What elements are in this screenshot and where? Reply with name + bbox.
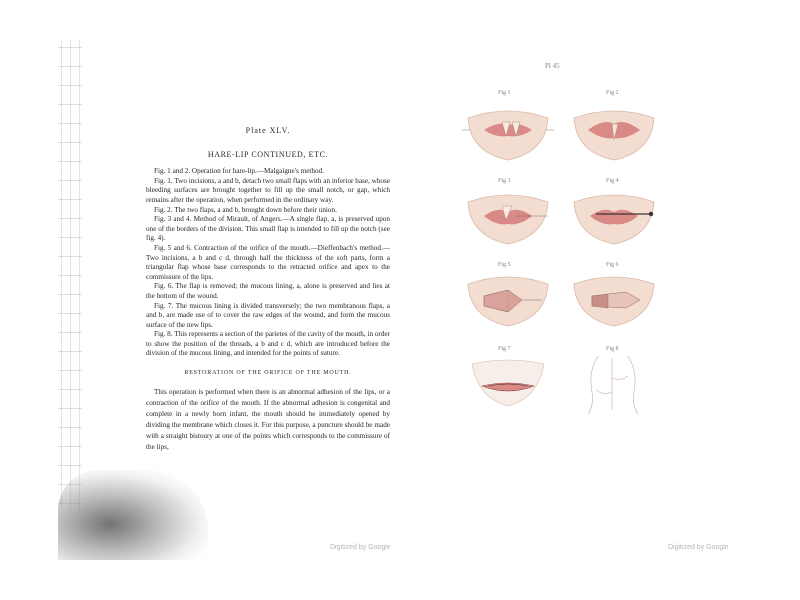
fig-label-1: Fig 1 [498, 90, 511, 96]
fig-label-7: Fig 7 [498, 346, 511, 352]
paragraph-fig-6: Fig. 6. The flap is removed; the mucous lining, a, alone is preserved and lies at the bottom of the wound. [146, 282, 390, 300]
figure-2-illustration [568, 100, 660, 162]
left-page-text [146, 126, 390, 453]
figure-8-illustration [568, 352, 660, 414]
figure-1-illustration [462, 100, 554, 162]
paragraph-fig-7: Fig. 7. The mucous lining is divided transversely; the two membranous flaps, a and b, are made use of to cover the raw edges of the wound, and form the mucous surface of the new lips. [146, 301, 390, 329]
figure-5-illustration [462, 270, 554, 332]
scanner-thumb [58, 470, 208, 560]
paragraph-fig-2: Fig. 2. The two flaps, a and b, brought down before their union. [154, 205, 337, 214]
fig-label-4: Fig 4 [606, 178, 619, 184]
digitized-watermark-left: Digitized by Google [330, 544, 391, 551]
paragraph-fig-1: Fig. 1. Two incisions, a and b, detach two small flaps with an inferior base, whose bleeding surfaces are brought together to fill up the small notch, or gap, which remains after the operation, when performed in the ordinary way. [146, 176, 390, 204]
paragraph-fig-5-6: Fig. 5 and 6. Contraction of the orifice of the mouth.—Dieffenbach's method.—Two incisions, a b and c d, through half the thickness of the soft parts, form a triangular flap whose base corresponds to the retracted orifice and apex to the commissure of the lips. [146, 243, 390, 281]
figure-4-illustration [568, 186, 660, 248]
fig-label-6: Fig 6 [606, 262, 619, 268]
paragraph-fig-1-2: Fig. 1 and 2. Operation for hare-lip.—Malgaigne's method. [154, 167, 324, 176]
paragraph-fig-8: Fig. 8. This represents a section of the parietes of the cavity of the mouth, in order to show the position of the threads, a b and c d, which are introduced before the division of the mucous lining, and intended for the points of suture. [146, 330, 390, 358]
page-edge-scan-noise [58, 40, 82, 510]
body-paragraph: This operation is performed when there is an abnormal adhesion of the lips, or a contraction of the orifice of the mouth. If the abnormal adhesion is congenital and complete in a newly born infant, the mouth should be immediately opened by dividing the membrane which closes it. For this purpose, a puncture should be made with a straight bistoury at one of the points which corresponds to the commissure of the lips, [146, 387, 390, 451]
fig-label-8: Fig 8 [606, 346, 619, 352]
fig-label-3: Fig 3 [498, 178, 511, 184]
sub-heading: RESTORATION OF THE ORIFICE OF THE MOUTH. [184, 370, 352, 377]
figure-6-illustration [568, 270, 660, 332]
plate-title: Plate XLV. [245, 126, 291, 135]
section-title: HARE-LIP CONTINUED, ETC. [207, 149, 329, 159]
figure-7-illustration [462, 352, 554, 414]
paragraph-fig-3-4: Fig. 3 and 4. Method of Mirault, of Angers.—A single flap, a, is preserved upon one of the borders of the division. This small flap is intended to fill up the notch (see fig. 4). [146, 215, 390, 243]
fig-label-5: Fig 5 [498, 262, 511, 268]
digitized-watermark-right: Digitized by Google [668, 544, 729, 551]
plate-number: Pl 45 [545, 62, 560, 70]
figure-3-illustration [462, 186, 554, 248]
fig-label-2: Fig 2 [606, 90, 619, 96]
